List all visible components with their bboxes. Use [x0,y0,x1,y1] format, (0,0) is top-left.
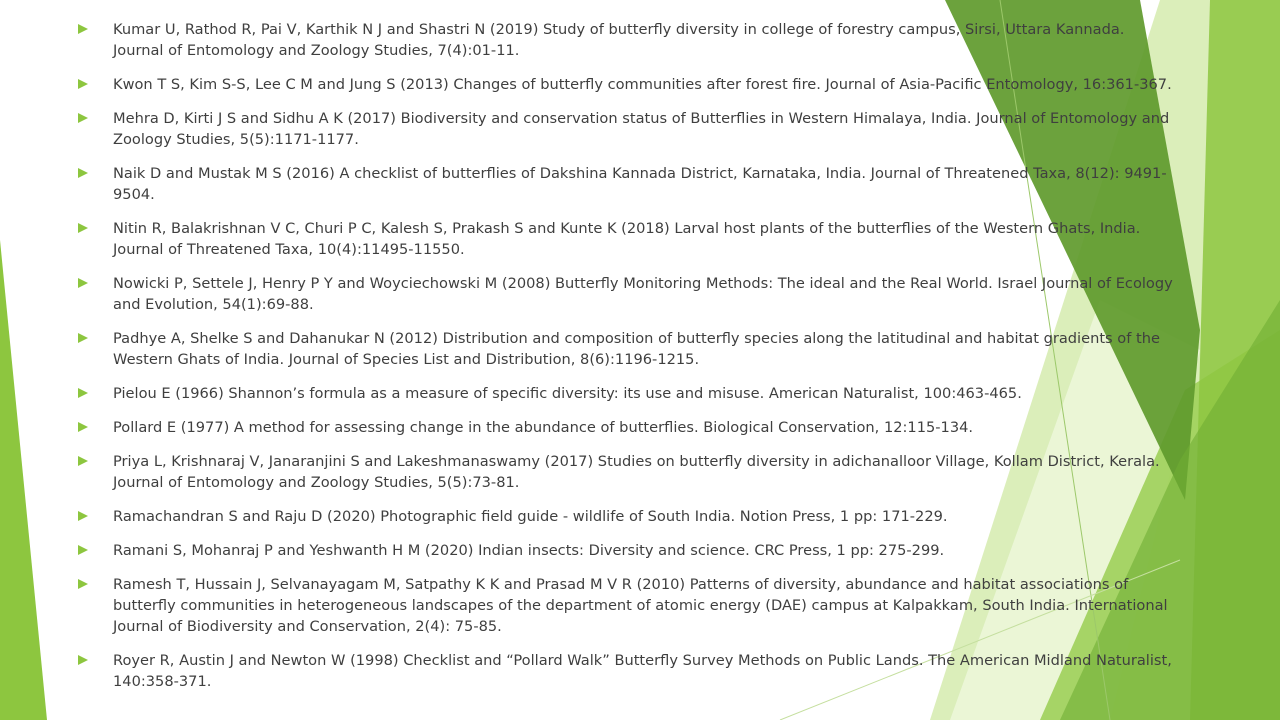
reference-text: Nitin R, Balakrishnan V C, Churi P C, Kalesh S, Prakash S and Kunte K (2018) Larval host plants of the butterflies of the Western Ghats, India. Journal of Threatened Taxa, 10(4):11495-11550. [113,220,1141,258]
reference-text: Pielou E (1966) Shannon’s formula as a measure of specific diversity: its use and misuse. American Naturalist, 100:463-465. [113,385,1022,402]
triangle-right-icon [78,388,88,398]
triangle-right-icon [78,333,88,343]
reference-item [76,328,1176,370]
left-green-wedge [0,240,47,720]
reference-item [76,506,1176,527]
reference-item [76,19,1176,61]
reference-item [76,451,1176,493]
reference-text: Pollard E (1977) A method for assessing change in the abundance of butterflies. Biological Conservation, 12:115-134. [113,419,974,436]
reference-text: Ramesh T, Hussain J, Selvanayagam M, Satpathy K K and Prasad M V R (2010) Patterns of diversity, abundance and habitat associations of butterfly communities in heterogeneous landscapes of the department of atomic energy (DAE) campus at Kalpakkam, South India. International Journal of Biodiversity and Conservation, 2(4): 75-85. [113,576,1168,635]
reference-text: Naik D and Mustak M S (2016) A checklist of butterflies of Dakshina Kannada District, Karnataka, India. Journal of Threatened Taxa, 8(12): 9491-9504. [113,165,1167,203]
reference-text: Kumar U, Rathod R, Pai V, Karthik N J and Shastri N (2019) Study of butterfly diversity in college of forestry campus, Sirsi, Uttara Kannada. Journal of Entomology and Zoology Studies, 7(4):01-11. [113,21,1125,59]
reference-item [76,383,1176,404]
reference-item [76,650,1176,692]
reference-text: Ramani S, Mohanraj P and Yeshwanth H M (2020) Indian insects: Diversity and science. CRC Press, 1 pp: 275-299. [113,542,945,559]
reference-item [76,74,1176,95]
reference-item [76,108,1176,150]
reference-text: Ramachandran S and Raju D (2020) Photographic field guide - wildlife of South India. Notion Press, 1 pp: 171-229. [113,508,948,525]
triangle-right-icon [78,278,88,288]
reference-item [76,540,1176,561]
reference-item [76,163,1176,205]
triangle-right-icon [78,422,88,432]
reference-list [76,19,1176,705]
triangle-right-icon [78,579,88,589]
triangle-right-icon [78,456,88,466]
triangle-right-icon [78,223,88,233]
reference-text: Padhye A, Shelke S and Dahanukar N (2012) Distribution and composition of butterfly species along the latitudinal and habitat gradients of the Western Ghats of India. Journal of Species List and Distribution, 8(6):1196-1215. [113,330,1160,368]
triangle-right-icon [78,545,88,555]
reference-text: Mehra D, Kirti J S and Sidhu A K (2017) Biodiversity and conservation status of Butterflies in Western Himalaya, India. Journal of Entomology and Zoology Studies, 5(5):1171-1177. [113,110,1170,148]
triangle-right-icon [78,655,88,665]
triangle-right-icon [78,79,88,89]
triangle-right-icon [78,24,88,34]
reference-text: Priya L, Krishnaraj V, Janaranjini S and Lakeshmanaswamy (2017) Studies on butterfly diversity in adichanalloor Village, Kollam District, Kerala. Journal of Entomology and Zoology Studies, 5(5):73-81. [113,453,1160,491]
reference-item [76,218,1176,260]
triangle-right-icon [78,113,88,123]
reference-text: Nowicki P, Settele J, Henry P Y and Woyciechowski M (2008) Butterfly Monitoring Methods: The ideal and the Real World. Israel Journal of Ecology and Evolution, 54(1):69-88. [113,275,1173,313]
reference-item [76,417,1176,438]
reference-item [76,273,1176,315]
reference-text: Royer R, Austin J and Newton W (1998) Checklist and “Pollard Walk” Butterfly Survey Methods on Public Lands. The American Midland Naturalist, 140:358-371. [113,652,1172,690]
triangle-right-icon [78,511,88,521]
reference-text: Kwon T S, Kim S-S, Lee C M and Jung S (2013) Changes of butterfly communities after forest fire. Journal of Asia-Pacific Entomology, 16:361-367. [113,76,1172,93]
triangle-right-icon [78,168,88,178]
reference-item [76,574,1176,637]
